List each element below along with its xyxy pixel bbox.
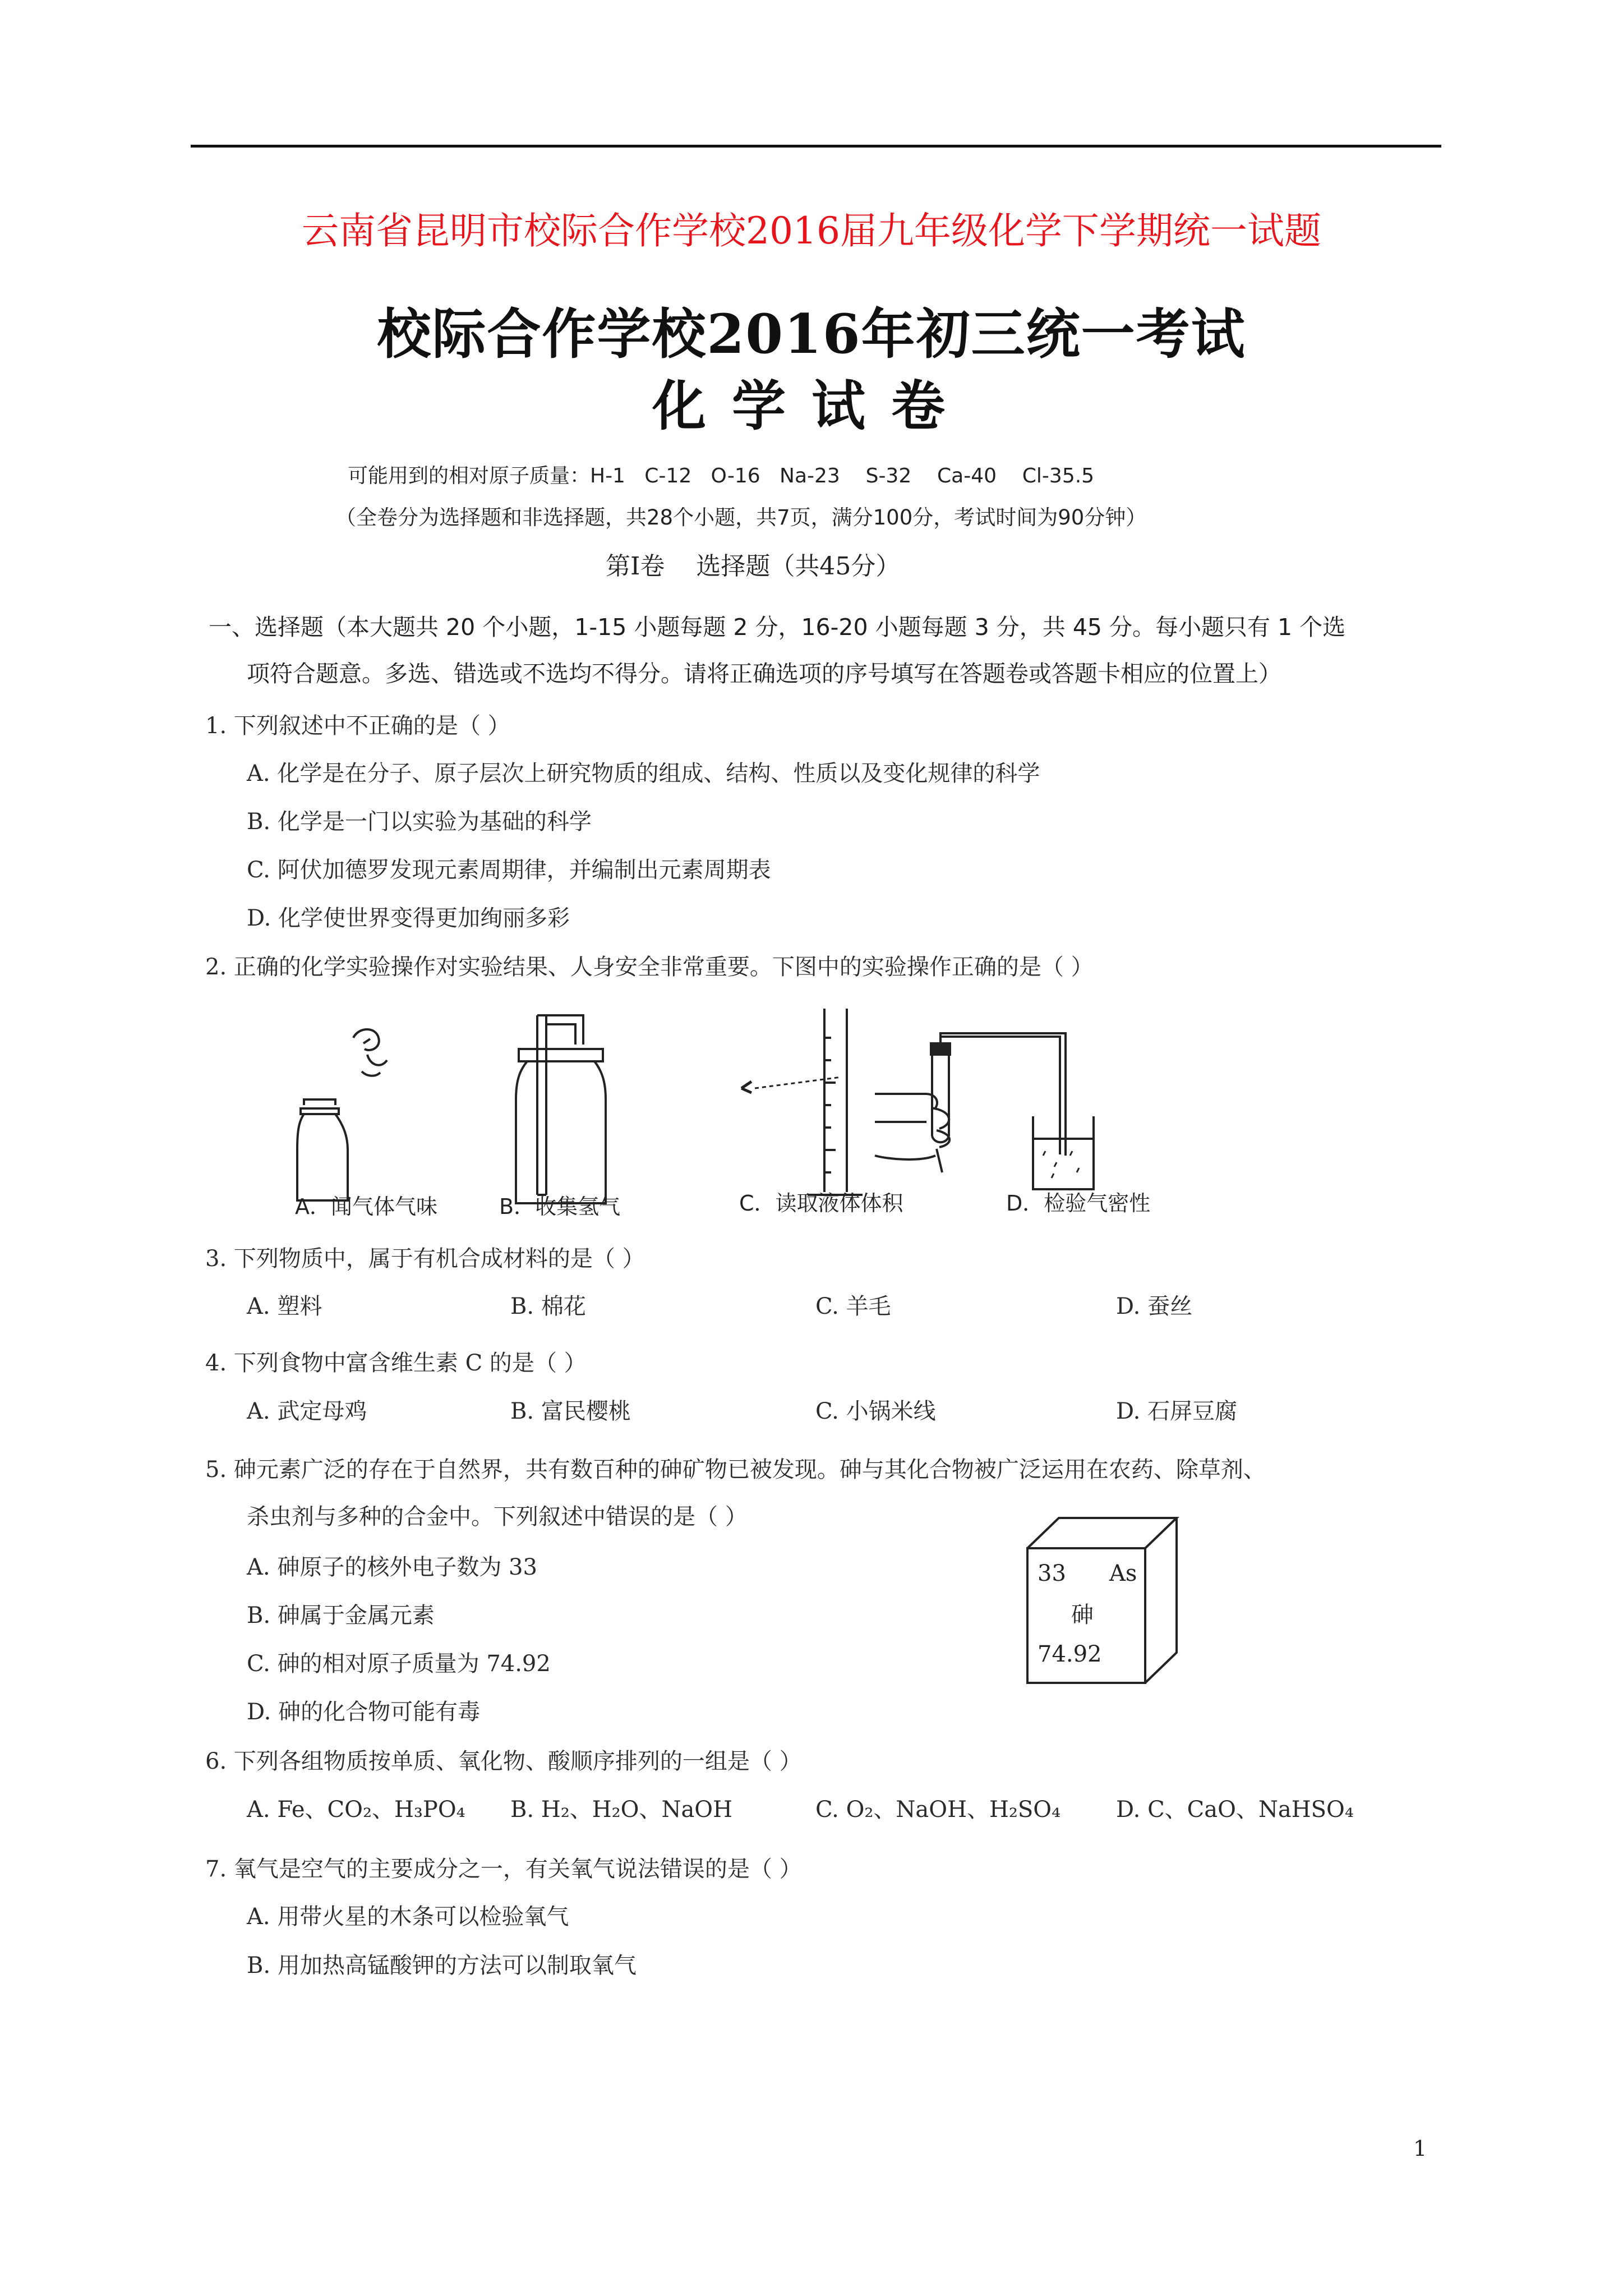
element-name: 砷: [1071, 1602, 1094, 1628]
q3-option-b: B. 棉花: [510, 1294, 586, 1319]
q1-option-d: D. 化学使世界变得更加绚丽多彩: [247, 905, 570, 931]
q2-stem: 2. 正确的化学实验操作对实验结果、人身安全非常重要。下图中的实验操作正确的是（ ）: [205, 954, 1094, 980]
q3-option-a: A. 塑料: [247, 1294, 322, 1319]
arsenic-element-card: [1025, 1515, 1193, 1694]
q1-option-c: C. 阿伏加德罗发现元素周期律，并编制出元素周期表: [247, 857, 771, 883]
section-title: 第Ⅰ卷 选择题（共45分）: [606, 552, 901, 581]
instruction-line-2: 项符合题意。多选、错选或不选均不得分。请将正确选项的序号填写在答题卷或答题卡相应的位置上）: [247, 660, 1281, 687]
q5-stem-line-2: 杀虫剂与多种的合金中。下列叙述中错误的是（ ）: [247, 1504, 748, 1530]
read-volume-illustration: [741, 1009, 863, 1195]
element-mass: 74.92: [1038, 1641, 1102, 1667]
q4-option-a: A. 武定母鸡: [247, 1398, 367, 1424]
q4-stem: 4. 下列食物中富含维生素 C 的是（ ）: [205, 1350, 587, 1376]
element-symbol: As: [1109, 1561, 1137, 1586]
check-airtightness-illustration: [875, 1033, 1094, 1189]
q6-option-b: B. H₂、H₂O、NaOH: [510, 1797, 732, 1823]
q2-option-c: C．读取液体体积: [739, 1191, 903, 1216]
element-number: 33: [1038, 1561, 1066, 1586]
smell-gas-illustration: [297, 1029, 387, 1200]
q3-option-c: C. 羊毛: [815, 1294, 891, 1319]
q2-option-b: B．收集氢气: [499, 1194, 621, 1219]
exam-subtitle: 化学试卷: [652, 374, 971, 438]
q1-option-a: A. 化学是在分子、原子层次上研究物质的组成、结构、性质以及变化规律的科学: [247, 761, 1040, 786]
q6-option-c: C. O₂、NaOH、H₂SO₄: [815, 1797, 1061, 1823]
instruction-line-1: 一、选择题（本大题共 20 个小题，1-15 小题每题 2 分，16-20 小题每题 3 分，共 45 分。每小题只有 1 个选: [209, 614, 1346, 641]
q2-option-d: D．检验气密性: [1006, 1191, 1151, 1216]
q4-option-c: C. 小锅米线: [815, 1398, 936, 1424]
q3-option-d: D. 蚕丝: [1116, 1294, 1193, 1319]
q1-option-b: B. 化学是一门以实验为基础的科学: [247, 809, 592, 835]
q7-option-a: A. 用带火星的木条可以检验氧气: [247, 1904, 569, 1930]
page-number: 1: [1413, 2136, 1427, 2161]
top-rule: [191, 145, 1441, 148]
q5-option-c: C. 砷的相对原子质量为 74.92: [247, 1651, 551, 1677]
exam-note: （全卷分为选择题和非选择题，共28个小题，共7页，满分100分，考试时间为90分钟）: [335, 505, 1147, 530]
q4-option-d: D. 石屏豆腐: [1116, 1398, 1238, 1424]
collect-hydrogen-illustration: [516, 1015, 606, 1203]
q6-stem: 6. 下列各组物质按单质、氧化物、酸顺序排列的一组是（ ）: [205, 1749, 802, 1774]
q4-option-b: B. 富民樱桃: [510, 1398, 631, 1424]
q6-option-a: A. Fe、CO₂、H₃PO₄: [247, 1797, 465, 1823]
q5-stem-line-1: 5. 砷元素广泛的存在于自然界，共有数百种的砷矿物已被发现。砷与其化合物被广泛运用在农药、除草剂、: [205, 1457, 1266, 1483]
atomic-masses: 可能用到的相对原子质量：H-1 C-12 O-16 Na-23 S-32 Ca-40 Cl-35.5: [348, 464, 1095, 487]
q7-stem: 7. 氧气是空气的主要成分之一，有关氧气说法错误的是（ ）: [205, 1856, 802, 1882]
q5-option-d: D. 砷的化合物可能有毒: [247, 1699, 481, 1725]
q2-option-a: A．闻气体气味: [295, 1194, 437, 1219]
exam-title: 校际合作学校2016年初三统一考试: [377, 302, 1246, 366]
q3-stem: 3. 下列物质中，属于有机合成材料的是（ ）: [205, 1246, 645, 1272]
q5-option-a: A. 砷原子的核外电子数为 33: [247, 1554, 537, 1580]
q6-option-d: D. C、CaO、NaHSO₄: [1116, 1797, 1354, 1823]
q5-option-b: B. 砷属于金属元素: [247, 1603, 435, 1628]
document-title: 云南省昆明市校际合作学校2016届九年级化学下学期统一试题: [302, 209, 1321, 252]
q1-stem: 1. 下列叙述中不正确的是（ ）: [205, 713, 510, 739]
q7-option-b: B. 用加热高锰酸钾的方法可以制取氧气: [247, 1953, 637, 1978]
